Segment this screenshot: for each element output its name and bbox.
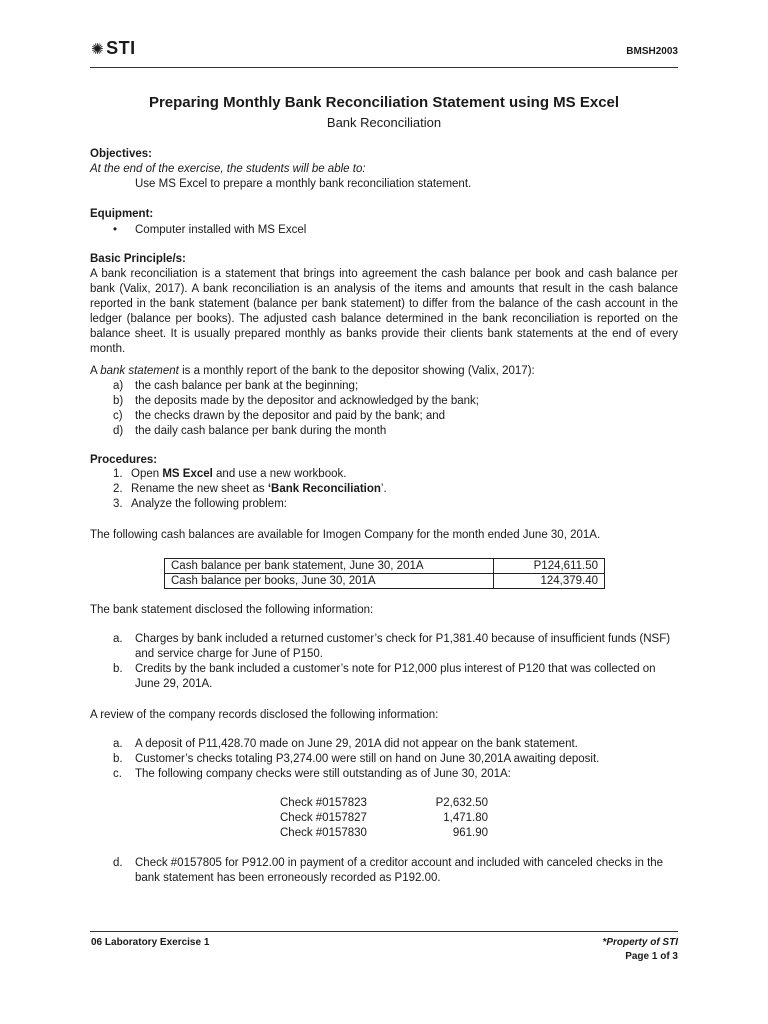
list-item [113,409,479,424]
principles-paragraph: A bank reconciliation is a statement that brings into agreement the cash balance per book and cash balance per bank (Valix, 2017). A bank reconciliation is an analysis of the items and amounts that result in the cash balance reported in the bank statement (balance per bank statement) to differ from the balance of the cash account in the ledger (balance per books). The adjusted cash balance determined in the bank reconciliation is reported on the balance sheet. It is usually prepared monthly as banks provide their clients bank statements at the end of every month. [90,268,678,355]
page-title: Preparing Monthly Bank Reconciliation Statement using MS Excel [148,94,620,111]
step-number: 1. [113,468,123,480]
objectives-heading: Objectives: [90,148,152,160]
list-item [113,737,678,752]
check-number: Check #0157827 [280,812,367,824]
company-records-intro: A review of the company records disclosed the following information: [90,709,439,721]
table-cell: Cash balance per bank statement, June 30, 201A [165,559,494,574]
objectives-intro: At the end of the exercise, the students will be able to: [90,163,366,175]
list-item [113,379,479,394]
list-item [113,767,678,782]
bank-items-list [113,632,678,692]
list-item [113,752,678,767]
procedures-list [113,467,387,512]
objectives-item: Use MS Excel to prepare a monthly bank reconciliation statement. [135,178,472,190]
footer-divider [90,931,678,932]
procedure-step [113,467,387,482]
list-label: d) [113,425,124,437]
list-item [113,394,479,409]
list-label: a) [113,380,124,392]
list-text: The following company checks were still outstanding as of June 30, 201A: [135,768,511,780]
check-row [280,811,488,826]
check-amount: 1,471.80 [443,812,488,824]
list-label: b) [113,395,124,407]
principles-heading: Basic Principle/s: [90,253,186,265]
list-item [113,856,678,886]
list-text: A deposit of P11,428.70 made on June 29, 201A did not appear on the bank statement. [135,738,578,750]
list-text: the cash balance per bank at the beginning; [135,380,359,392]
table-row [165,574,605,589]
check-number: Check #0157823 [280,797,367,809]
list-text: the deposits made by the depositor and acknowledged by the bank; [135,395,479,407]
statement-list [113,379,479,439]
text-run: ’. [380,483,387,495]
step-text: Analyze the following problem: [131,498,287,510]
emphasis: MS Excel [162,468,213,480]
list-text: Check #0157805 for P912.00 in payment of a creditor account and included with canceled checks in the bank statement has been erroneously recorded as P192.00. [135,857,664,884]
emphasis: bank statement [100,365,179,377]
list-text: Customer’s checks totaling P3,274.00 were still on hand on June 30,201A awaiting deposit. [135,753,600,765]
table-cell: Cash balance per books, June 30, 201A [165,574,494,589]
list-label: b. [113,663,123,675]
check-row [280,796,488,811]
table-cell: P124,611.50 [494,559,605,574]
list-label: c) [113,410,123,422]
sti-logo [91,38,136,59]
table-row [165,559,605,574]
text-run: and use a new workbook. [212,468,347,480]
emphasis: ‘Bank Reconciliation [267,483,381,495]
check-row [280,826,488,841]
text-run: is a monthly report of the bank to the depositor showing (Valix, 2017): [178,365,535,377]
equipment-heading: Equipment: [90,208,154,220]
cash-balances-table [164,558,605,589]
list-item [113,632,678,662]
list-item [113,424,479,439]
step-text [131,482,387,497]
bank-statement-disclosure: The bank statement disclosed the following information: [90,604,374,616]
list-text: the daily cash balance per bank during the month [135,425,387,437]
bank-statement-intro [90,364,535,379]
check-number: Check #0157830 [280,827,367,839]
list-item [113,662,678,692]
table-cell: 124,379.40 [494,574,605,589]
list-text: the checks drawn by the depositor and paid by the bank; and [135,410,446,422]
text-run: Open [131,468,163,480]
procedure-step [113,497,387,512]
company-item-d [113,856,678,886]
procedures-heading: Procedures: [90,454,158,466]
list-text: Charges by bank included a returned customer’s check for P1,381.40 because of insufficient funds (NSF) and service charge for June of P150. [135,633,671,660]
page-number: Page 1 of 3 [625,951,678,962]
bullet-icon: • [113,224,118,236]
header-divider [90,67,678,68]
text-run: A [90,365,101,377]
list-label: d. [113,857,123,869]
list-label: b. [113,753,123,765]
problem-intro: The following cash balances are available for Imogen Company for the month ended June 30, 201A. [90,529,601,541]
list-label: c. [113,768,122,780]
check-amount: 961.90 [452,827,488,839]
equipment-item: Computer installed with MS Excel [135,224,307,236]
footer-exercise-label: 06 Laboratory Exercise 1 [91,937,210,948]
page-subtitle: Bank Reconciliation [326,115,442,130]
footer-property: *Property of STI [602,937,678,948]
sti-logo-mark-icon: ✺ [91,40,105,58]
company-items-list [113,737,678,782]
step-text [131,467,346,482]
procedure-step [113,482,387,497]
outstanding-checks-list [280,796,488,841]
list-text: Credits by the bank included a customer’s note for P12,000 plus interest of P120 that was collected on June 29, 201A. [135,663,656,690]
step-number: 2. [113,483,123,495]
list-label: a. [113,633,123,645]
list-label: a. [113,738,123,750]
course-code: BMSH2003 [626,46,678,57]
text-run: Rename the new sheet as [131,483,268,495]
step-number: 3. [113,498,123,510]
logo-text: STI [106,38,136,58]
check-amount: P2,632.50 [435,797,488,809]
